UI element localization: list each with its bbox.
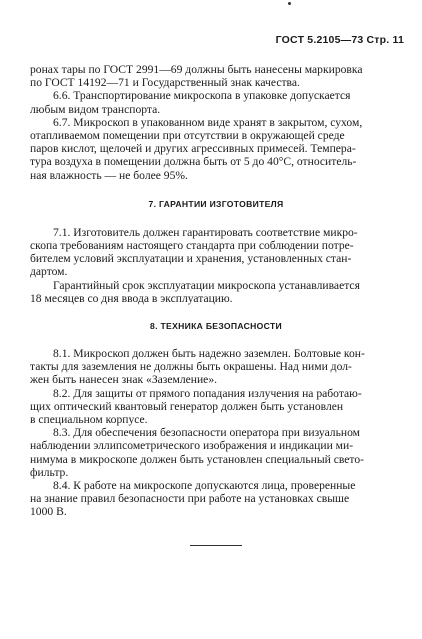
text-line: 1000 В.	[30, 505, 67, 519]
paragraph-8-2	[30, 387, 402, 427]
text-line: любым видом транспорта.	[30, 102, 161, 116]
text-line: паров кислот, щелочей и других агрессивных примесей. Темпера-	[30, 142, 356, 156]
end-rule	[190, 545, 242, 546]
paragraph-8-1	[30, 347, 402, 387]
text-line: 6.6. Транспортирование микроскопа в упаковке допускается	[53, 89, 351, 103]
section-heading-7: 7. ГАРАНТИИ ИЗГОТОВИТЕЛЯ	[148, 198, 284, 209]
text-line: ная влажность — не более 95%.	[30, 168, 188, 182]
section-heading-8: 8. ТЕХНИКА БЕЗОПАСНОСТИ	[150, 321, 282, 332]
text-line: наблюдении эллипсометрического изображения и индикации ми-	[30, 439, 354, 453]
text-line: ронах тары по ГОСТ 2991—69 должны быть нанесены маркировка	[30, 63, 363, 76]
text-line: 8.1. Микроскоп должен быть надежно заземлен. Болтовые кон-	[53, 347, 365, 361]
text-line: дартом.	[30, 265, 68, 279]
text-line: жен быть нанесен знак «Заземление».	[30, 373, 218, 387]
text-line: бителем условий эксплуатации и хранения, установленных стан-	[30, 252, 352, 266]
text-line: 18 месяцев со дня ввода в эксплуатацию.	[30, 291, 233, 305]
paragraph-6-6	[30, 89, 402, 115]
paragraph-intro	[30, 63, 402, 89]
text-line: Гарантийный срок эксплуатации микроскопа устанавливается	[53, 278, 360, 292]
paragraph-warranty	[30, 279, 402, 305]
text-line: щих оптический квантовый генератор должен быть установлен	[30, 399, 344, 413]
text-line: 8.4. К работе на микроскопе допускаются лица, проверенные	[53, 479, 356, 493]
text-line: на знание правил безопасности при работе на установках свыше	[30, 492, 350, 506]
text-line: тура воздуха в помещении должна быть от 5 до 40°С, относитель-	[30, 155, 357, 169]
text-line: 7.1. Изготовитель должен гарантировать соответствие микро-	[53, 225, 358, 239]
text-line: 6.7. Микроскоп в упакованном виде хранят в закрытом, сухом,	[53, 115, 363, 129]
text-line: нимума в микроскопе должен быть установлен специальный свето-	[30, 452, 364, 466]
paragraph-8-4	[30, 479, 402, 519]
paragraph-7-1	[30, 226, 402, 279]
text-line: отапливаемом помещении при отсутствии в окружающей среде	[30, 129, 345, 143]
text-line: в специальном корпусе.	[30, 413, 148, 427]
paragraph-8-3	[30, 426, 402, 479]
text-line: по ГОСТ 14192—71 и Государственный знак качества.	[30, 76, 300, 90]
page-header: ГОСТ 5.2105—73 Стр. 11	[275, 34, 404, 46]
text-line: такты для заземления не должны быть окрашены. Над ними дол-	[30, 360, 352, 374]
page-mark	[288, 2, 291, 5]
text-line: фильтр.	[30, 465, 69, 479]
text-line: 8.2. Для защиты от прямого попадания излучения на работаю-	[53, 386, 362, 400]
paragraph-6-7	[30, 116, 402, 182]
text-line: скопа требованиям настоящего стандарта при соблюдении потре-	[30, 239, 354, 253]
text-line: 8.3. Для обеспечения безопасности оператора при визуальном	[53, 426, 361, 440]
document-body	[30, 63, 402, 546]
